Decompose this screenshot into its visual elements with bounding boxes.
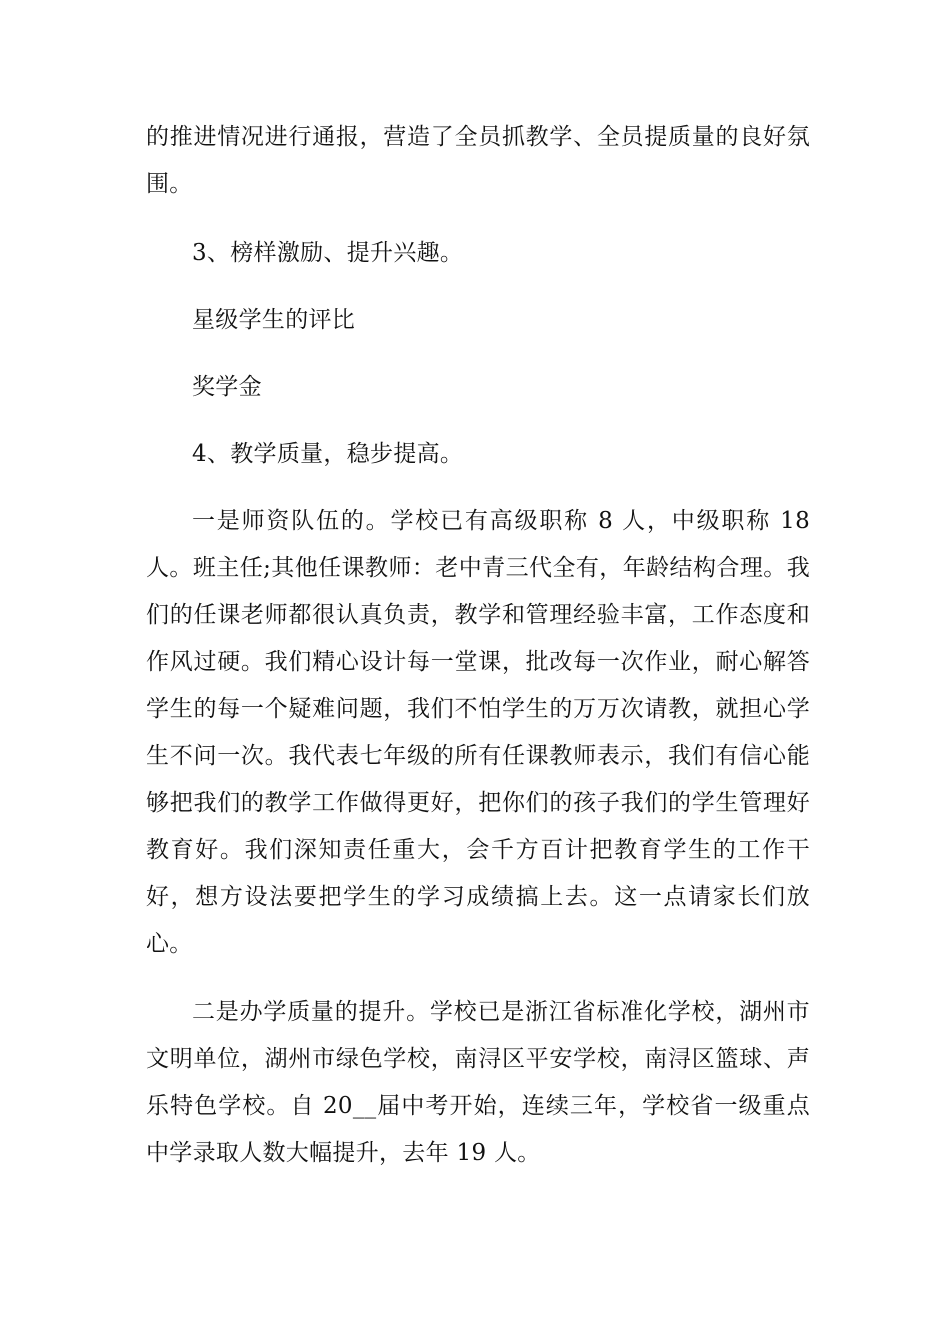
- document-body: [146, 114, 810, 1177]
- item-scholarship: 奖学金: [192, 374, 262, 400]
- heading-role-model-incentive: 3、榜样激励、提升兴趣。: [192, 240, 464, 266]
- paragraph-school-quality: 二是办学质量的提升。学校已是浙江省标准化学校，湖州市文明单位，湖州市绿色学校，南浔区平安学校，南浔区篮球、声乐特色学校。自 20__届中考开始，连续三年，学校省一级重点中学录取人数大幅提升，去年 19 人。: [146, 999, 810, 1166]
- paragraph-teaching-staff: 一是师资队伍的。学校已有高级职称 8 人，中级职称 18 人。班主任;其他任课教师：老中青三代全有，年龄结构合理。我们的任课老师都很认真负责，教学和管理经验丰富，工作态度和作风过硬。我们精心设计每一堂课，批改每一次作业，耐心解答学生的每一个疑难问题，我们不怕学生的万万次请教，就担心学生不问一次。我代表七年级的所有任课教师表示，我们有信心能够把我们的教学工作做得更好，把你们的孩子我们的学生管理好教育好。我们深知责任重大，会千方百计把教育学生的工作干好，想方设法要把学生的学习成绩搞上去。这一点请家长们放心。: [146, 508, 810, 957]
- item-star-student-evaluation: 星级学生的评比: [192, 307, 356, 333]
- paragraph-continuation: 的推进情况进行通报，营造了全员抓教学、全员提质量的良好氛围。: [146, 124, 810, 197]
- heading-teaching-quality: 4、教学质量，稳步提高。: [192, 441, 464, 467]
